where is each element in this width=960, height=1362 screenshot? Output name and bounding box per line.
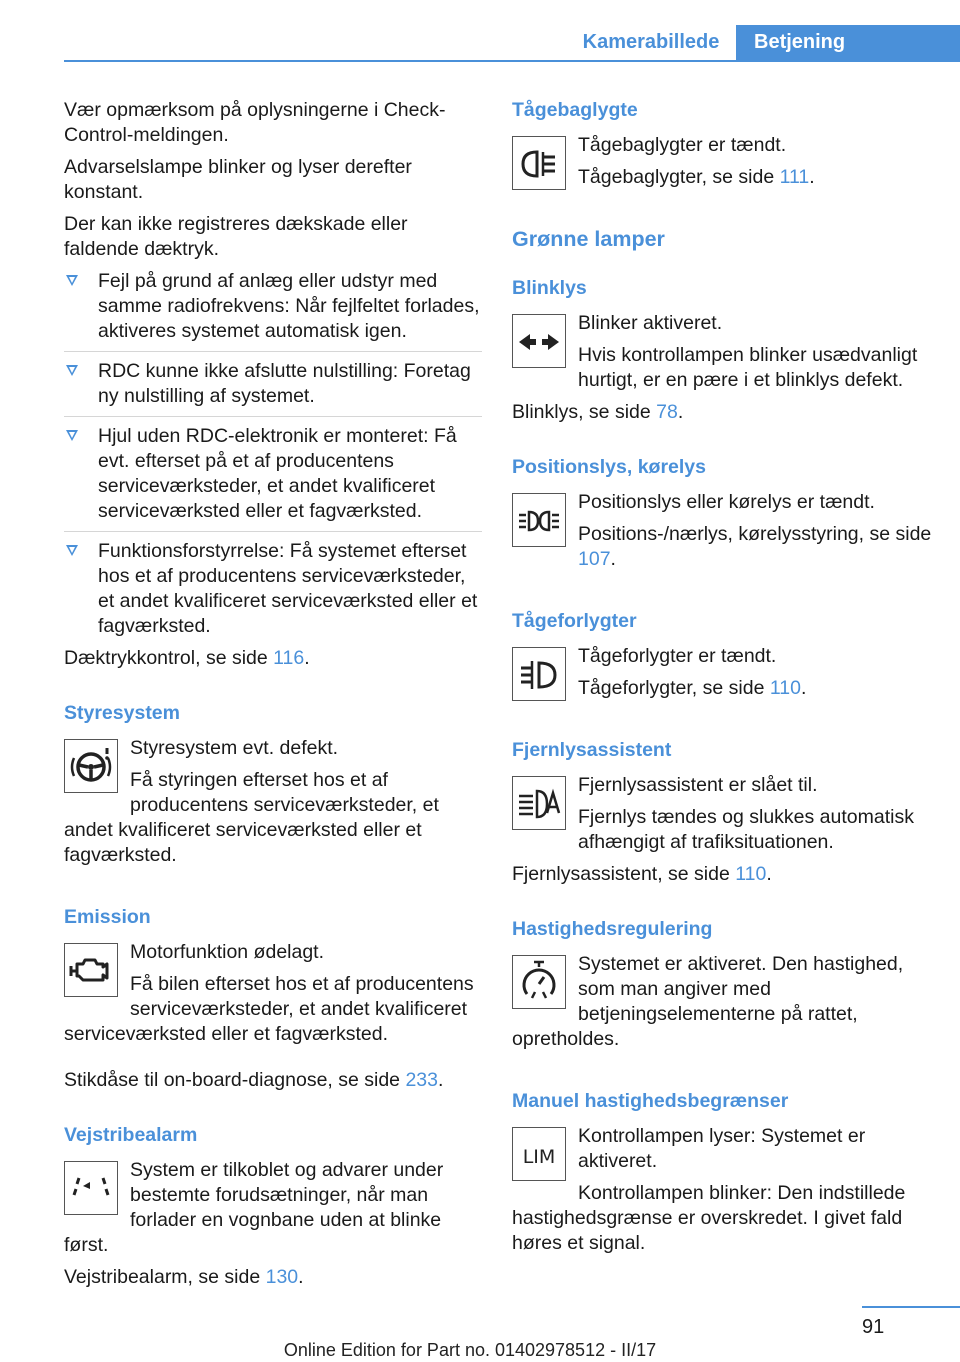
footer-edition: Online Edition for Part no. 01402978512 - II/17	[283, 1340, 657, 1360]
page-link[interactable]: 110	[735, 863, 767, 885]
engine-icon	[64, 943, 118, 997]
header-tab-betjening[interactable]: Betjening	[736, 25, 960, 60]
section-heading-emission: Emission	[64, 906, 151, 928]
left-column	[64, 98, 482, 1297]
reference-paragraph: Dæktrykkontrol, se side 116.	[64, 647, 310, 669]
entry-vejstribealarm: System er tilkoblet og advarer under bestemte forudsætninger, når man forlader en vognbane uden at blinke først.	[64, 1159, 444, 1256]
triangle-bullet-icon	[66, 545, 78, 556]
page-link[interactable]: 107	[578, 548, 611, 570]
section-heading-hastighedsregulering: Hastighedsregulering	[512, 918, 713, 940]
bullet-list	[64, 269, 482, 646]
reference-paragraph: Vejstribealarm, se side 130.	[64, 1266, 304, 1288]
entry-positionslys: Positionslys eller kørelys er tændt. Positions-/nærlys, kørelysstyring, se side 107.	[512, 490, 932, 579]
page-link[interactable]: 233	[405, 1069, 438, 1091]
rear-fog-light-icon	[512, 136, 566, 190]
section-heading-tagebaglygte: Tågebaglygte	[512, 99, 638, 121]
section-heading-fjernlysassistent: Fjernlysassistent	[512, 739, 672, 761]
list-item: Hjul uden RDC-elektronik er monteret: Få evt. efterset på et af producentens serviceværksteder, et andet kvalificeret serviceværksted eller et fagværksted.	[64, 424, 482, 532]
section-heading-vejstribealarm: Vejstribealarm	[64, 1124, 198, 1146]
turn-signal-arrows-icon	[512, 314, 566, 368]
page-link[interactable]: 110	[769, 677, 801, 699]
entry-styresystem: Styresystem evt. defekt. Få styringen efterset hos et af producentens serviceværksteder, et andet kvalificeret serviceværksted eller et fagværksted.	[64, 737, 439, 866]
paragraph: Der kan ikke registreres dækskade eller faldende dæktryk.	[64, 213, 408, 260]
entry-hastighedsregulering: Systemet er aktiveret. Den hastighed, som man angiver med betjeningselementerne på rattet, opretholdes.	[512, 953, 904, 1050]
triangle-bullet-icon	[66, 275, 78, 286]
page-link[interactable]: 116	[273, 647, 305, 669]
section-heading-styresystem: Styresystem	[64, 702, 180, 724]
entry-hastighedsbegraenser: LIM Kontrollampen lyser: Systemet er aktiveret. Kontrollampen blinker: Den indstillede hastighedsgrænse er overskredet. I givet fald høres et signal.	[512, 1125, 906, 1254]
page-number: 91	[862, 1316, 885, 1338]
page-link[interactable]: 78	[656, 401, 678, 423]
paragraph: Vær opmærksom på oplysningerne i Check-Control-meldingen.	[64, 99, 446, 146]
section-heading-tageforlygter: Tågeforlygter	[512, 610, 637, 632]
entry-tageforlygter: Tågeforlygter er tændt. Tågeforlygter, se side 110.	[512, 644, 932, 708]
entry-fjernlysassistent: Fjernlysassistent er slået til. Fjernlys tændes og slukkes automatisk afhængigt af trafiksituationen.	[512, 773, 932, 862]
section-heading-positionslys: Positionslys, kørelys	[512, 456, 707, 478]
list-item: Fejl på grund af anlæg eller udstyr med samme radiofrekvens: Når fejlfeltet forlades, aktiveres systemet automatisk igen.	[64, 269, 482, 352]
entry-tagebaglygte: Tågebaglygter er tændt. Tågebaglygter, se side 111.	[512, 133, 932, 197]
page-link[interactable]: 111	[779, 166, 810, 188]
section-heading-manuel-hastighedsbegraenser: Manuel hastighedsbegrænser	[512, 1090, 789, 1112]
reference-paragraph: Stikdåse til on-board-diagnose, se side 233.	[64, 1069, 444, 1091]
cruise-control-speedometer-icon	[512, 955, 566, 1009]
reference-paragraph: Fjernlysassistent, se side 110.	[512, 863, 772, 885]
entry-blinklys: Blinker aktiveret. Hvis kontrollampen blinker usædvanligt hurtigt, er en pære i et blinklys defekt.	[512, 311, 932, 400]
svg-text:LIM: LIM	[522, 1146, 556, 1168]
list-item: RDC kunne ikke afslutte nulstilling: Foretag ny nulstilling af systemet.	[64, 359, 482, 417]
front-fog-light-icon	[512, 647, 566, 701]
section-heading-blinklys: Blinklys	[512, 277, 587, 299]
header-rule	[64, 60, 960, 62]
section-title-gronne-lamper: Grønne lamper	[512, 227, 665, 251]
entry-emission: Motorfunktion ødelagt. Få bilen efterset hos et af producentens serviceværksteder, et andet kvalificeret serviceværksted eller et fagværksted.	[64, 941, 474, 1045]
triangle-bullet-icon	[66, 365, 78, 376]
list-item: Funktionsforstyrrelse: Få systemet efterset hos et af producentens serviceværksteder, et andet kvalificeret serviceværksted eller et fagværksted.	[64, 539, 482, 646]
header-tab-kamerabillede[interactable]: Kamerabillede	[582, 31, 720, 53]
steering-wheel-warning-icon	[64, 739, 118, 793]
lim-speed-limiter-icon	[512, 1127, 566, 1181]
page-link[interactable]: 130	[265, 1266, 299, 1288]
reference-paragraph: Blinklys, se side 78.	[512, 401, 684, 423]
lane-departure-icon	[64, 1161, 118, 1215]
position-light-icon	[512, 493, 566, 547]
paragraph: Advarselslampe blinker og lyser derefter konstant.	[64, 156, 412, 203]
right-column	[512, 98, 932, 1263]
triangle-bullet-icon	[66, 430, 78, 441]
footer-rule	[862, 1306, 960, 1308]
high-beam-assistant-icon	[512, 776, 566, 830]
